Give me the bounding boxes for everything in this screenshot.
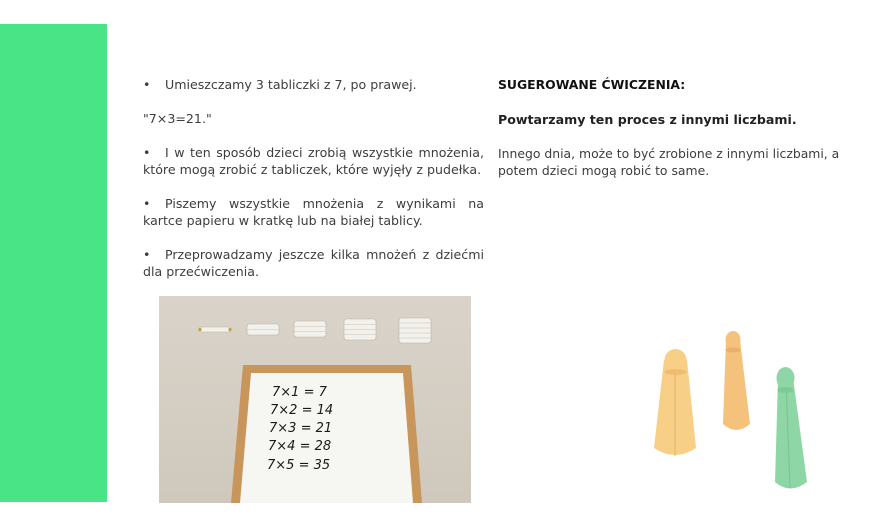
bullet-text-4: Przeprowadzamy jeszcze kilka mnożeń z dziećmi dla przećwiczenia. (143, 247, 484, 279)
peg-figures-illustration (640, 320, 820, 500)
bead-bar-5 (399, 318, 431, 343)
bead-bar-4 (344, 319, 376, 340)
green-accent-bar (0, 24, 107, 502)
bullet-marker: • (143, 196, 151, 211)
board-line-2: 7×2 = 14 (270, 403, 334, 418)
bullet-item-1 (143, 76, 484, 93)
board-line-1: 7×1 = 7 (272, 385, 327, 400)
bullet-item-3 (143, 195, 484, 229)
orange-peg-figure (723, 331, 750, 430)
bead-bars (198, 318, 431, 343)
bullet-item-4 (143, 246, 484, 280)
board-line-3: 7×3 = 21 (269, 421, 333, 436)
bead-bar-3 (294, 321, 326, 337)
board-lines (267, 385, 333, 473)
bead-bar-2 (247, 324, 279, 335)
yellow-peg-figure (654, 349, 696, 456)
bullet-marker: • (143, 77, 151, 92)
bullet-marker: • (143, 145, 151, 160)
bead-bars-whiteboard-photo (159, 296, 471, 503)
board-line-5: 7×5 = 35 (267, 458, 331, 473)
bullet-text-1: Umieszczamy 3 tabliczki z 7, po prawej. (165, 77, 417, 92)
peg-figures (640, 320, 820, 500)
section-subheading: Powtarzamy ten proces z innymi liczbami. (498, 112, 797, 127)
green-peg-figure (775, 367, 807, 489)
bullet-item-2 (143, 144, 484, 178)
bullet-text-3: Piszemy wszystkie mnożenia z wynikami na kartce papieru w kratkę lub na białej tablicy. (143, 196, 484, 228)
right-column (498, 76, 848, 179)
board-line-4: 7×4 = 28 (268, 439, 332, 454)
bullet-marker: • (143, 247, 151, 262)
photo-illustration (159, 296, 471, 503)
bead-bar-1 (198, 327, 231, 332)
section-body: Innego dnia, może to być zrobione z innymi liczbami, a potem dzieci mogą robić to same. (498, 146, 840, 178)
bullet-text-2: I w ten sposób dzieci zrobią wszystkie mnożenia, które mogą zrobić z tabliczek, które wyjęły z pudełka. (143, 145, 484, 177)
left-column (143, 76, 484, 280)
equation-text: "7×3=21." (143, 111, 212, 126)
section-heading: SUGEROWANE ĆWICZENIA: (498, 77, 686, 92)
